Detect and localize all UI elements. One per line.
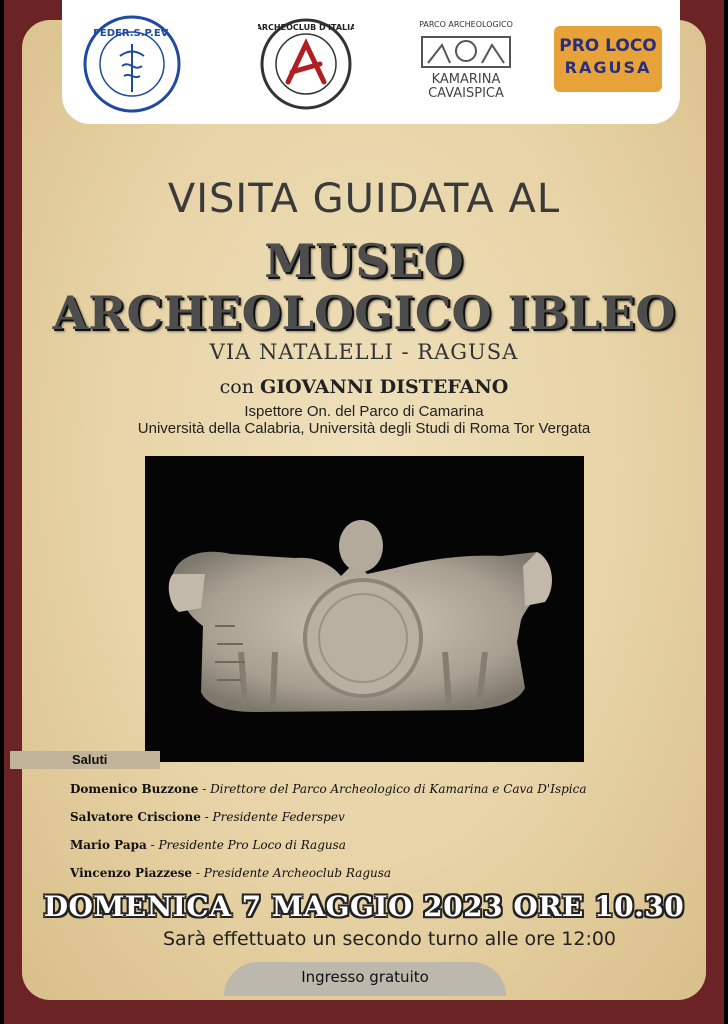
svg-text:ARCHEOCLUB D'ITALIA: ARCHEOCLUB D'ITALIA — [258, 23, 354, 32]
second-turn-note: Sarà effettuato un secondo turno alle ore 12:00 — [163, 928, 617, 950]
saluti-label: Saluti — [72, 752, 108, 767]
museum-address: VIA NATALELLI - RAGUSA — [209, 340, 519, 364]
guide-universities: Università della Calabria, Università degli Studi di Roma Tor Vergata — [137, 420, 591, 437]
archeoclub-logo — [258, 16, 354, 112]
admission-badge — [224, 962, 506, 996]
proloco-ragusa-logo: PRO LOCO RAGUSA — [554, 26, 662, 92]
speaker-item: Domenico Buzzone - Direttore del Parco Archeologico di Kamarina e Cava D'Ispica — [70, 782, 587, 796]
speaker-role: Presidente Pro Loco di Ragusa — [158, 838, 346, 852]
speaker-item: Vincenzo Piazzese - Presidente Archeoclub Ragusa — [70, 866, 392, 880]
federspev-logo — [82, 14, 182, 114]
speaker-name: Vincenzo Piazzese — [70, 866, 193, 880]
speaker-role: Presidente Archeoclub Ragusa — [203, 866, 392, 880]
heading-visit: VISITA GUIDATA AL — [167, 176, 561, 222]
sponsor-logo-bar — [62, 0, 680, 124]
speaker-role: Presidente Federspev — [212, 810, 345, 824]
heading-museum-line2: ARCHEOLOGICO IBLEO — [52, 286, 676, 340]
svg-text:FEDER.S.P.EV.: FEDER.S.P.EV. — [93, 28, 171, 39]
parco-archeologico-logo: PARCO ARCHEOLOGICO KAMARINA CAVAISPICA — [419, 20, 513, 101]
guide-line — [0, 376, 728, 398]
guide-prefix: con — [219, 376, 254, 398]
heading-museum-line1: MUSEO — [264, 234, 464, 288]
guide-name: GIOVANNI DISTEFANO — [260, 376, 509, 398]
speaker-name: Domenico Buzzone — [70, 782, 199, 796]
speaker-item: Mario Papa - Presidente Pro Loco di Ragusa — [70, 838, 346, 852]
artifact-photo — [145, 456, 584, 762]
saluti-label-tag — [10, 751, 160, 769]
speaker-role: Direttore del Parco Archeologico di Kamarina e Cava D'Ispica — [210, 782, 587, 796]
speaker-name: Mario Papa — [70, 838, 147, 852]
speaker-name: Salvatore Criscione — [70, 810, 201, 824]
event-datetime: DOMENICA 7 MAGGIO 2023 ORE 10.30 — [43, 890, 685, 923]
guide-role: Ispettore On. del Parco di Camarina — [244, 403, 484, 420]
speaker-item: Salvatore Criscione - Presidente Federspev — [70, 810, 345, 824]
admission-text: Ingresso gratuito — [301, 968, 429, 986]
